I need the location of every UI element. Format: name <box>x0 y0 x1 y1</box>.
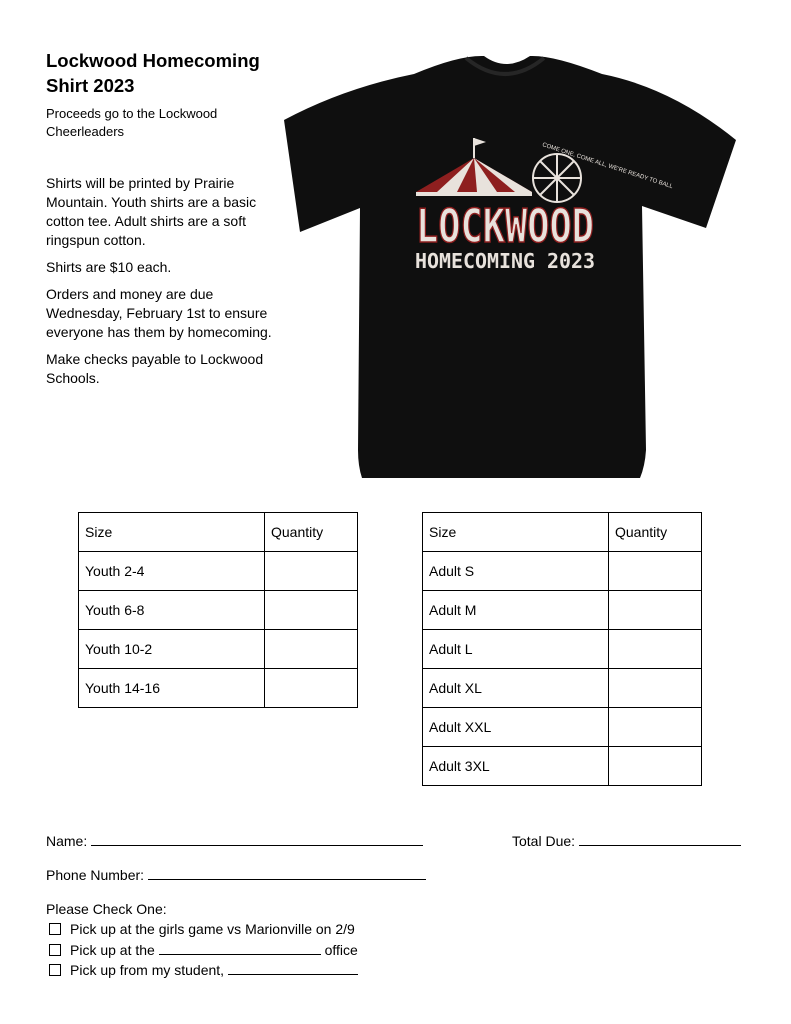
size-label: Adult S <box>423 552 609 591</box>
quantity-cell[interactable] <box>265 669 358 708</box>
page-title <box>46 48 286 98</box>
size-label: Adult L <box>423 630 609 669</box>
option-label-suffix: office <box>324 942 358 958</box>
size-label: Adult M <box>423 591 609 630</box>
quantity-cell[interactable] <box>609 708 702 747</box>
size-label: Youth 2-4 <box>79 552 265 591</box>
adult-size-table <box>422 512 702 786</box>
table-row <box>423 669 702 708</box>
quantity-cell[interactable] <box>609 747 702 786</box>
checkbox[interactable] <box>49 944 61 956</box>
table-row <box>423 708 702 747</box>
phone-label: Phone Number: <box>46 867 145 883</box>
table-row <box>423 591 702 630</box>
checkbox[interactable] <box>49 964 61 976</box>
shirt-sub-text: HOMECOMING 2023 <box>415 249 595 273</box>
table-row <box>79 630 358 669</box>
shirt-main-text: LOCKWOOD <box>416 199 594 253</box>
table-header-row <box>423 513 702 552</box>
size-label: Adult 3XL <box>423 747 609 786</box>
payment-info: Make checks payable to Lockwood Schools. <box>46 351 264 386</box>
table-row <box>79 591 358 630</box>
pickup-option-office <box>49 940 358 959</box>
checkbox[interactable] <box>49 923 61 935</box>
phone-row <box>46 865 426 884</box>
size-label: Youth 10-2 <box>79 630 265 669</box>
title-line-1: Lockwood Homecoming <box>46 50 260 71</box>
check-heading: Please Check One: <box>46 901 167 917</box>
student-field[interactable] <box>228 960 358 975</box>
name-field[interactable] <box>91 831 423 846</box>
description <box>46 174 278 396</box>
quantity-cell[interactable] <box>265 552 358 591</box>
size-header: Size <box>423 513 609 552</box>
deadline-info: Orders and money are due Wednesday, February 1st to ensure everyone has them by homecoming. <box>46 286 272 340</box>
table-row <box>79 552 358 591</box>
price-info: Shirts are $10 each. <box>46 259 172 275</box>
phone-field[interactable] <box>148 865 426 880</box>
subtitle: Proceeds go to the Lockwood Cheerleaders <box>46 106 218 139</box>
size-header: Size <box>79 513 265 552</box>
quantity-cell[interactable] <box>609 669 702 708</box>
table-row <box>79 669 358 708</box>
ferris-wheel-icon <box>533 154 581 202</box>
size-label: Adult XL <box>423 669 609 708</box>
quantity-cell[interactable] <box>265 591 358 630</box>
table-row <box>423 630 702 669</box>
quantity-header: Quantity <box>609 513 702 552</box>
option-label: Pick up from my student, <box>70 962 225 978</box>
title-line-2: Shirt 2023 <box>46 75 135 96</box>
quantity-cell[interactable] <box>609 552 702 591</box>
table-row <box>423 552 702 591</box>
table-header-row <box>79 513 358 552</box>
option-label: Pick up at the <box>70 942 155 958</box>
quantity-header: Quantity <box>265 513 358 552</box>
quantity-cell[interactable] <box>265 630 358 669</box>
size-label: Youth 14-16 <box>79 669 265 708</box>
option-label: Pick up at the girls game vs Marionville on 2/9 <box>70 921 355 937</box>
youth-size-table <box>78 512 358 708</box>
total-label: Total Due: <box>512 833 576 849</box>
pickup-option-student <box>49 960 358 979</box>
quantity-cell[interactable] <box>609 591 702 630</box>
printing-info: Shirts will be printed by Prairie Mountain. Youth shirts are a basic cotton tee. Adult shirts are a soft ringspun cotton. <box>46 175 257 248</box>
quantity-cell[interactable] <box>609 630 702 669</box>
size-label: Adult XXL <box>423 708 609 747</box>
total-row <box>512 831 741 850</box>
total-field[interactable] <box>579 831 741 846</box>
name-row <box>46 831 423 850</box>
table-row <box>423 747 702 786</box>
pickup-option-game <box>49 920 355 938</box>
shirt-arc-text: COME ONE, COME ALL, WE'RE READY TO BALL <box>541 142 674 191</box>
office-field[interactable] <box>159 940 321 955</box>
tshirt-image <box>274 50 740 482</box>
name-label: Name: <box>46 833 88 849</box>
size-label: Youth 6-8 <box>79 591 265 630</box>
